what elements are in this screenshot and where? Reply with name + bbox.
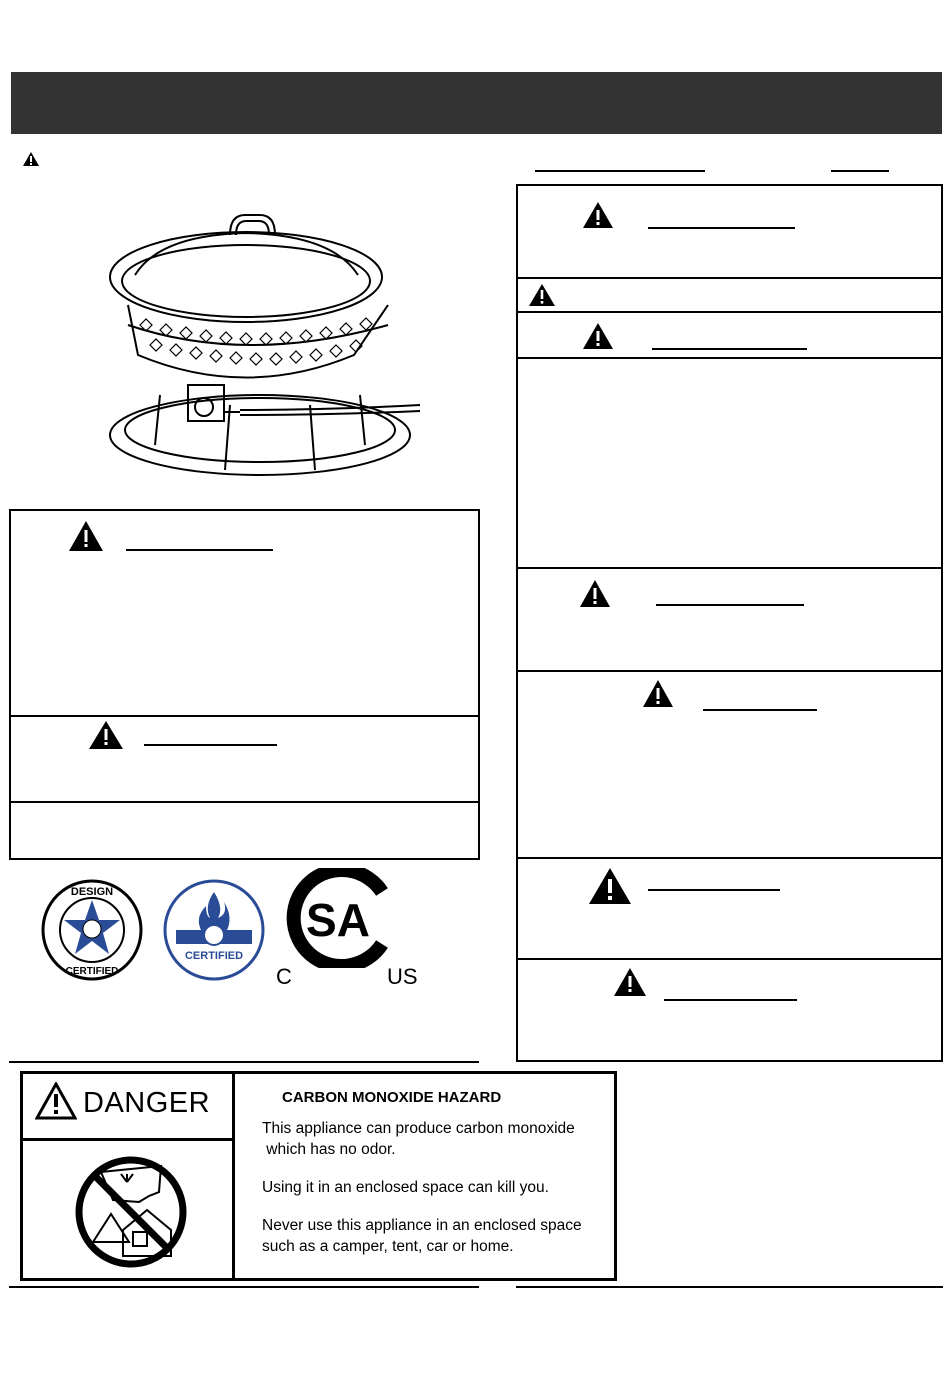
csa-us-text: US [387,964,418,989]
warning-triangle-icon [642,679,674,708]
heading-underline [648,227,795,229]
fire-pit-illustration [100,205,430,480]
divider [516,357,943,359]
right-warning-box [516,184,943,1062]
warning-triangle-icon [22,151,40,167]
warning-triangle-icon [582,201,614,229]
header-bar [11,72,942,134]
svg-text:SA: SA [306,894,370,946]
design-text: DESIGN [70,886,114,898]
csa-mark-logo [286,868,398,968]
divider [516,958,943,960]
co-hazard-line-4: Never use this appliance in an enclosed space [262,1217,582,1234]
divider [9,1286,479,1288]
divider [516,567,943,569]
csa-certified-logo [162,878,266,982]
certified-text: CERTIFIED [65,966,119,977]
danger-header [23,1074,232,1141]
divider [9,715,480,717]
heading-underline [703,709,817,711]
warning-triangle-icon [582,322,614,350]
warning-triangle-icon [68,520,104,552]
heading-underline [144,744,277,746]
no-enclosed-space-icon [73,1152,189,1272]
warning-triangle-icon [613,967,647,997]
divider [516,277,943,279]
co-hazard-line-1: This appliance can produce carbon monoxide [262,1120,575,1137]
divider [9,801,480,803]
heading-underline [664,999,797,1001]
danger-word: DANGER [83,1087,211,1119]
csa-certified-text: CERTIFIED [184,950,244,962]
divider [9,1061,479,1063]
warning-triangle-icon [579,579,611,608]
co-hazard-line-2: which has no odor. [262,1141,396,1158]
divider [516,311,943,313]
heading-underline [831,170,889,172]
warning-triangle-icon [88,720,124,750]
co-hazard-line-5: such as a camper, tent, car or home. [262,1238,514,1255]
csa-c-text: C [276,964,292,989]
warning-triangle-icon [588,867,632,905]
heading-underline [656,604,804,606]
divider [516,857,943,859]
heading-underline [126,549,273,551]
heading-underline [648,889,780,891]
co-hazard-line-3: Using it in an enclosed space can kill you. [262,1179,549,1196]
design-certified-logo [40,878,144,982]
divider [516,1286,943,1288]
heading-underline [652,348,807,350]
danger-left-panel [23,1074,235,1278]
heading-underline [535,170,705,172]
divider [516,670,943,672]
co-hazard-title: CARBON MONOXIDE HAZARD [282,1089,502,1106]
left-warning-box [9,509,480,860]
warning-triangle-outline-icon [35,1082,77,1120]
warning-triangle-icon [528,283,556,307]
